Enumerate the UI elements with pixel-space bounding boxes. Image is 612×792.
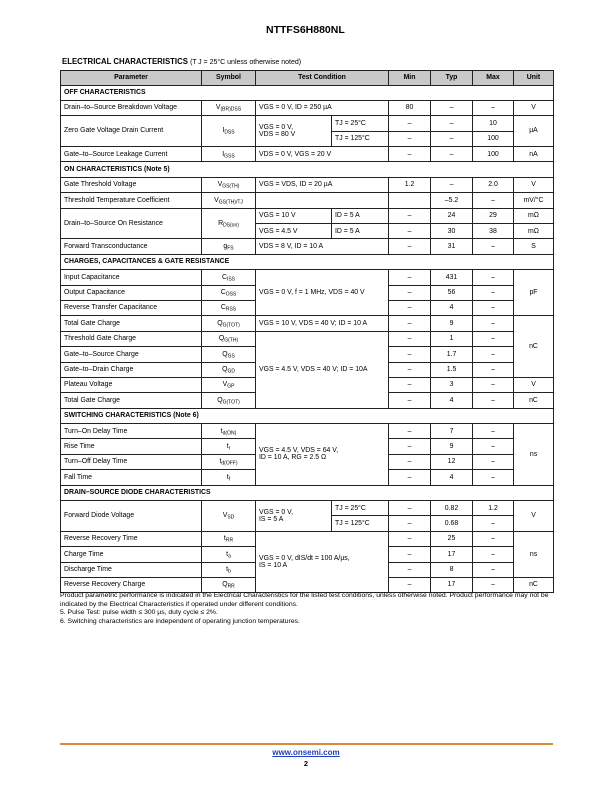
table-row [61, 424, 554, 439]
max-cell: 2.0 [473, 177, 514, 192]
max-cell: – [473, 285, 514, 300]
typ-cell: 8 [431, 562, 473, 577]
typ-cell: 1 [431, 331, 473, 346]
max-cell: 1.2 [473, 501, 514, 516]
symbol-cell: $C_{RSS}$ [202, 300, 256, 315]
condition-cell: VGS = 0 V, f = 1 MHz, VDS = 40 V [256, 270, 389, 316]
unit-cell: nA [514, 147, 554, 162]
unit-cell: V [514, 100, 554, 115]
param-cell: Reverse Recovery Charge [61, 578, 202, 593]
typ-cell: – [431, 131, 473, 146]
note-5: 5. Pulse Test: pulse width ≤ 300 µs, duty cycle ≤ 2%. [60, 609, 218, 617]
typ-cell: 9 [431, 439, 473, 454]
condition-cell: VDS = 0 V, VGS = 20 V [256, 147, 389, 162]
temp-cell: TJ = 125°C [332, 131, 389, 146]
param-cell: Output Capacitance [61, 285, 202, 300]
max-cell: – [473, 470, 514, 485]
temp-cell: TJ = 25°C [332, 501, 389, 516]
unit-cell: S [514, 239, 554, 254]
symbol-cell: $t_b$ [202, 562, 256, 577]
footer-divider [60, 743, 553, 745]
min-cell: – [389, 531, 431, 546]
unit-cell: V [514, 501, 554, 532]
section-charges: CHARGES, CAPACITANCES & GATE RESISTANCE [61, 254, 554, 269]
symbol-cell: $Q_{GS}$ [202, 347, 256, 362]
min-cell: – [389, 131, 431, 146]
min-cell: – [389, 501, 431, 516]
param-cell: Total Gate Charge [61, 393, 202, 408]
max-cell: 10 [473, 116, 514, 131]
typ-cell: 0.82 [431, 501, 473, 516]
max-cell: – [473, 516, 514, 531]
min-cell: – [389, 578, 431, 593]
typ-cell: – [431, 177, 473, 192]
param-cell: Charge Time [61, 547, 202, 562]
min-cell: – [389, 208, 431, 223]
table-row [61, 116, 554, 131]
max-cell: – [473, 547, 514, 562]
unit-cell: mΩ [514, 224, 554, 239]
temp-cell: TJ = 125°C [332, 516, 389, 531]
param-cell: Fall Time [61, 470, 202, 485]
header-parameter: Parameter [61, 71, 202, 86]
min-cell: – [389, 331, 431, 346]
min-cell: – [389, 285, 431, 300]
typ-cell: 1.5 [431, 362, 473, 377]
symbol-cell: $Q_{GD}$ [202, 362, 256, 377]
param-cell: Forward Transconductance [61, 239, 202, 254]
min-cell: – [389, 516, 431, 531]
min-cell: – [389, 470, 431, 485]
unit-cell: ns [514, 424, 554, 486]
symbol-cell: $g_{FS}$ [202, 239, 256, 254]
section-switching: SWITCHING CHARACTERISTICS (Note 6) [61, 408, 554, 423]
typ-cell: – [431, 100, 473, 115]
min-cell: – [389, 393, 431, 408]
param-cell: Reverse Transfer Capacitance [61, 300, 202, 315]
max-cell: – [473, 531, 514, 546]
min-cell: – [389, 239, 431, 254]
symbol-cell: $V_{(BR)DSS}$ [202, 100, 256, 115]
condition-cell: VDS = 8 V, ID = 10 A [256, 239, 389, 254]
symbol-cell: $V_{GP}$ [202, 377, 256, 392]
condition-cell: VGS = 0 V, dIS/dt = 100 A/µs, IS = 10 A [256, 531, 389, 593]
section-diode: DRAIN–SOURCE DIODE CHARACTERISTICS [61, 485, 554, 500]
condition-cell: VGS = 0 V, VDS = 80 V [256, 116, 332, 147]
max-cell: – [473, 393, 514, 408]
header-typ: Typ [431, 71, 473, 86]
param-cell: Turn–On Delay Time [61, 424, 202, 439]
typ-cell: 24 [431, 208, 473, 223]
document-title: NTTFS6H880NL [266, 24, 345, 36]
typ-cell: 17 [431, 547, 473, 562]
param-cell: Zero Gate Voltage Drain Current [61, 116, 202, 147]
symbol-cell: $V_{SD}$ [202, 501, 256, 532]
table-row [61, 331, 554, 346]
condition-cell: VGS = 4.5 V, VDS = 40 V; ID = 10A [256, 331, 389, 408]
param-cell: Threshold Gate Charge [61, 331, 202, 346]
symbol-cell: $V_{GS(TH)/TJ}$ [202, 193, 256, 208]
condition-cell: VGS = 0 V, IS = 5 A [256, 501, 332, 532]
unit-cell: V [514, 177, 554, 192]
table-row [61, 316, 554, 331]
typ-cell: 4 [431, 470, 473, 485]
table-row [61, 147, 554, 162]
min-cell: – [389, 377, 431, 392]
table-row [61, 531, 554, 546]
footer-link[interactable]: www.onsemi.com [272, 748, 340, 757]
max-cell: – [473, 347, 514, 362]
param-cell: Turn–Off Delay Time [61, 454, 202, 469]
typ-cell: 4 [431, 300, 473, 315]
header-row [61, 71, 554, 86]
min-cell: – [389, 424, 431, 439]
param-cell: Drain–to–Source Breakdown Voltage [61, 100, 202, 115]
unit-cell: ns [514, 531, 554, 577]
param-cell: Total Gate Charge [61, 316, 202, 331]
section-heading-text: ELECTRICAL CHARACTERISTICS [62, 57, 188, 66]
temp-cell: TJ = 25°C [332, 116, 389, 131]
max-cell: – [473, 239, 514, 254]
param-cell: Input Capacitance [61, 270, 202, 285]
section-off: OFF CHARACTERISTICS [61, 85, 554, 100]
header-unit: Unit [514, 71, 554, 86]
table-row [61, 177, 554, 192]
typ-cell: 431 [431, 270, 473, 285]
param-cell: Gate–to–Source Leakage Current [61, 147, 202, 162]
min-cell: – [389, 300, 431, 315]
unit-cell: V [514, 377, 554, 392]
table-row [61, 501, 554, 516]
table-row [61, 193, 554, 208]
symbol-cell: $Q_{G(TOT)}$ [202, 316, 256, 331]
typ-cell: 31 [431, 239, 473, 254]
max-cell: – [473, 562, 514, 577]
min-cell [389, 193, 431, 208]
table-row [61, 100, 554, 115]
typ-cell: 9 [431, 316, 473, 331]
typ-cell: 12 [431, 454, 473, 469]
condition-cell: VGS = 4.5 V [256, 224, 332, 239]
header-min: Min [389, 71, 431, 86]
max-cell: – [473, 424, 514, 439]
min-cell: – [389, 116, 431, 131]
max-cell: – [473, 300, 514, 315]
symbol-cell: $C_{ISS}$ [202, 270, 256, 285]
typ-cell: 3 [431, 377, 473, 392]
min-cell: – [389, 270, 431, 285]
min-cell: – [389, 316, 431, 331]
symbol-cell: $t_{RR}$ [202, 531, 256, 546]
typ-cell: –5.2 [431, 193, 473, 208]
min-cell: – [389, 562, 431, 577]
symbol-cell: $Q_{G(TH)}$ [202, 331, 256, 346]
typ-cell: 1.7 [431, 347, 473, 362]
param-cell: Gate–to–Source Charge [61, 347, 202, 362]
condition-cell: ID = 5 A [332, 208, 389, 223]
max-cell: – [473, 193, 514, 208]
param-cell: Reverse Recovery Time [61, 531, 202, 546]
condition-cell: VGS = 0 V, ID = 250 µA [256, 100, 389, 115]
unit-cell: nC [514, 393, 554, 408]
unit-cell: µA [514, 116, 554, 147]
condition-cell: VGS = 4.5 V, VDS = 64 V, ID = 10 A, RG = 2.5 Ω [256, 424, 389, 486]
max-cell: – [473, 270, 514, 285]
max-cell: – [473, 439, 514, 454]
section-heading [62, 57, 301, 66]
note-6: 6. Switching characteristics are independent of operating junction temperatures. [60, 617, 300, 625]
typ-cell: 7 [431, 424, 473, 439]
min-cell: – [389, 347, 431, 362]
unit-cell: pF [514, 270, 554, 316]
symbol-cell: $t_a$ [202, 547, 256, 562]
condition-cell: ID = 5 A [332, 224, 389, 239]
symbol-cell: $R_{DS(on)}$ [202, 208, 256, 239]
min-cell: 1.2 [389, 177, 431, 192]
max-cell: – [473, 362, 514, 377]
min-cell: – [389, 454, 431, 469]
param-cell: Gate–to–Drain Charge [61, 362, 202, 377]
max-cell: – [473, 454, 514, 469]
symbol-cell: $I_{DSS}$ [202, 116, 256, 147]
max-cell: 100 [473, 147, 514, 162]
max-cell: – [473, 331, 514, 346]
typ-cell: 0.68 [431, 516, 473, 531]
min-cell: – [389, 147, 431, 162]
unit-cell: nC [514, 316, 554, 378]
symbol-cell: $t_{d(ON)}$ [202, 424, 256, 439]
max-cell: 29 [473, 208, 514, 223]
page-number: 2 [303, 759, 309, 768]
section-heading-condition: (T J = 25°C unless otherwise noted) [190, 59, 302, 66]
min-cell: – [389, 547, 431, 562]
condition-cell: VGS = 10 V [256, 208, 332, 223]
typ-cell: 30 [431, 224, 473, 239]
param-cell: Gate Threshold Voltage [61, 177, 202, 192]
symbol-cell: $C_{OSS}$ [202, 285, 256, 300]
condition-cell: VGS = VDS, ID = 20 µA [256, 177, 389, 192]
typ-cell: 56 [431, 285, 473, 300]
table-row [61, 208, 554, 223]
unit-cell: nC [514, 578, 554, 593]
table-row [61, 270, 554, 285]
header-symbol: Symbol [202, 71, 256, 86]
max-cell: – [473, 100, 514, 115]
max-cell: 38 [473, 224, 514, 239]
unit-cell: mV/°C [514, 193, 554, 208]
header-max: Max [473, 71, 514, 86]
disclaimer-text: Product parametric performance is indicated in the Electrical Characteristics for the listed test conditions, unless otherwise noted. Product performance may not be indicated by the Electrical Characteristics if operated under different conditions. [60, 592, 549, 608]
typ-cell: 17 [431, 578, 473, 593]
symbol-cell: $V_{GS(TH)}$ [202, 177, 256, 192]
unit-cell: mΩ [514, 208, 554, 223]
symbol-cell: $Q_{RR}$ [202, 578, 256, 593]
header-test-condition: Test Condition [256, 71, 389, 86]
param-cell: Discharge Time [61, 562, 202, 577]
min-cell: – [389, 224, 431, 239]
notes-block [60, 592, 560, 626]
typ-cell: 25 [431, 531, 473, 546]
min-cell: 80 [389, 100, 431, 115]
max-cell: – [473, 316, 514, 331]
max-cell: – [473, 377, 514, 392]
condition-cell: VGS = 10 V, VDS = 40 V; ID = 10 A [256, 316, 389, 331]
table-row [61, 239, 554, 254]
min-cell: – [389, 362, 431, 377]
condition-cell [256, 193, 389, 208]
typ-cell: – [431, 116, 473, 131]
param-cell: Rise Time [61, 439, 202, 454]
typ-cell: 4 [431, 393, 473, 408]
symbol-cell: $t_r$ [202, 439, 256, 454]
electrical-characteristics-table [60, 70, 554, 593]
typ-cell: – [431, 147, 473, 162]
symbol-cell: $t_f$ [202, 470, 256, 485]
symbol-cell: $t_{d(OFF)}$ [202, 454, 256, 469]
section-on: ON CHARACTERISTICS (Note 5) [61, 162, 554, 177]
param-cell: Forward Diode Voltage [61, 501, 202, 532]
max-cell: – [473, 578, 514, 593]
param-cell: Plateau Voltage [61, 377, 202, 392]
max-cell: 100 [473, 131, 514, 146]
symbol-cell: $I_{GSS}$ [202, 147, 256, 162]
min-cell: – [389, 439, 431, 454]
param-cell: Threshold Temperature Coefficient [61, 193, 202, 208]
symbol-cell: $Q_{G(TOT)}$ [202, 393, 256, 408]
param-cell: Drain–to–Source On Resistance [61, 208, 202, 239]
